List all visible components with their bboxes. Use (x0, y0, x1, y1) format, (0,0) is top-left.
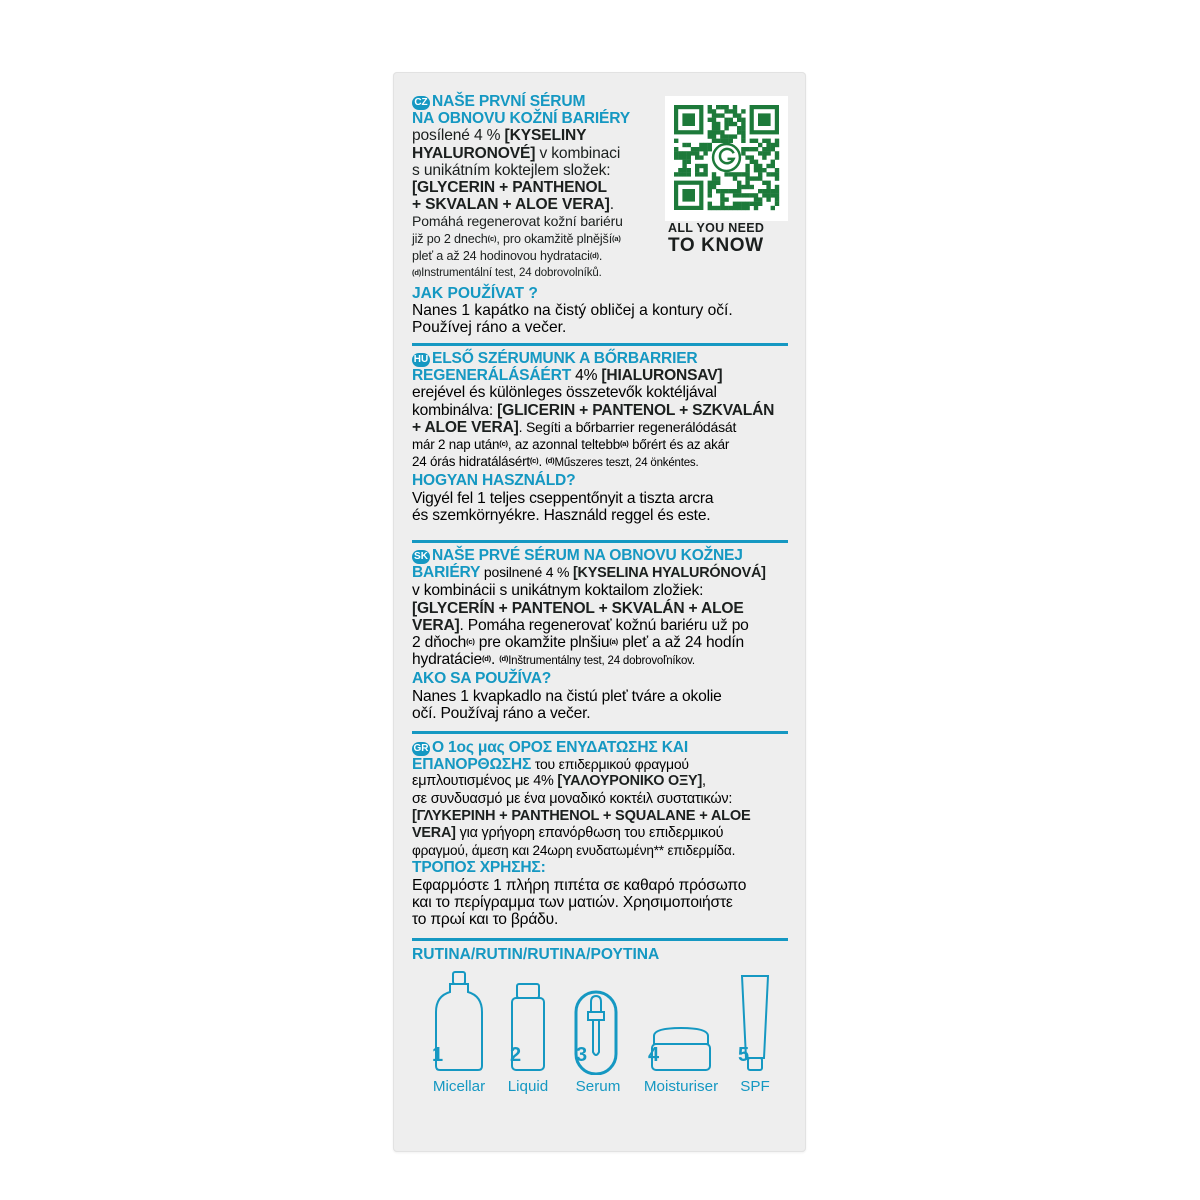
qr-caption (668, 221, 788, 257)
sk-text: 2 dňoch (412, 634, 467, 652)
gr-text: εμπλουτισμένος με 4% (412, 773, 558, 790)
hu-title-line1: ELSŐ SZÉRUMUNK A BŐRBARRIER (432, 350, 698, 367)
step-number: 3 (576, 1044, 588, 1066)
cz-text: již po 2 dnech (412, 231, 488, 246)
hu-text: 4% (571, 367, 602, 385)
sk-footnote: Inštrumentálny test, 24 dobrovoľníkov. (508, 655, 695, 668)
cz-ingredient: + SKVALAN + ALOE VERA] (412, 196, 610, 214)
sk-how-line1: Nanes 1 kvapkadlo na čistú pleť tváre a okolie (412, 687, 722, 705)
qr-caption-line2: TO KNOW (668, 235, 764, 256)
step-label: Serum (575, 1078, 621, 1095)
cz-ingredient: [KYSELINY (504, 127, 587, 145)
cz-ingredient: [GLYCERIN + PANTHENOL (412, 179, 607, 197)
cz-ingredient: HYALURONOVÉ] (412, 144, 536, 162)
routine-step-spf (730, 970, 780, 1095)
cz-text: s unikátním koktejlem složek: (412, 161, 611, 179)
qr-code-icon (665, 96, 788, 221)
hu-ingredient: + ALOE VERA] (412, 418, 519, 436)
sk-text: hydratácie (412, 651, 482, 669)
section-divider (412, 938, 788, 941)
cz-text: , pro okamžitě plnější (496, 231, 613, 246)
badge-cz: CZ (412, 96, 430, 110)
step-number: 1 (432, 1044, 444, 1066)
hu-text: 24 órás hidratálásért (412, 454, 530, 470)
sk-text: pleť a až 24 hodín (617, 634, 744, 652)
gr-how-line3: το πρωί και το βράδυ. (412, 911, 559, 929)
step-label: Liquid (507, 1078, 549, 1095)
sk-text: . Pomáha regenerovať kožnú bariéru už po (459, 616, 749, 634)
gr-title-line1: Ο 1ος μας ΟΡΟΣ ΕΝΥΔΑΤΩΣΗΣ ΚΑΙ (432, 739, 688, 756)
hu-how-line2: és szemkörnyékre. Használd reggel és este. (412, 506, 711, 524)
sk-ingredient: [KYSELINA HYALURÓNOVÁ] (572, 565, 766, 582)
gr-how-line2: και το περίγραμμα των ματιών. Χρησιμοποιήστε (412, 893, 733, 911)
hu-text: , az azonnal teltebb (507, 437, 620, 453)
gr-how-title: ΤΡΟΠΟΣ ΧΡΗΣΗΣ: (412, 859, 546, 877)
sk-text: posilnené 4 % (480, 564, 573, 581)
qr-caption-line1: ALL YOU NEED (668, 221, 765, 235)
hu-text: . (538, 454, 546, 470)
hu-footnote: Műszeres teszt, 24 önkéntes. (554, 457, 699, 470)
hu-text: bőrért és az akár (628, 437, 730, 453)
hu-how-line1: Vigyél fel 1 teljes cseppentőnyit a tiszta arcra (412, 489, 714, 507)
gr-how-line1: Εφαρμόστε 1 πλήρη πιπέτα σε καθαρό πρόσωπο (412, 876, 747, 894)
sk-text: pre okamžite plnšiu (474, 634, 610, 652)
step-number: 4 (648, 1044, 660, 1066)
routine-title: RUTINA/RUTIN/RUTINA/ΡΟΥΤΙΝΑ (412, 946, 660, 963)
hu-how-title: HOGYAN HASZNÁLD? (412, 472, 576, 490)
badge-gr: GR (413, 743, 429, 754)
hu-text: erejével és különleges összetevők koktéljával (412, 384, 717, 402)
gr-text: του επιδερμικού φραγμού (531, 756, 689, 773)
sk-ingredient: VERA] (412, 616, 460, 634)
sk-text: . (490, 651, 500, 669)
routine-step-serum (568, 970, 628, 1095)
step-label: Moisturiser (643, 1078, 719, 1095)
routine-step-liquid (498, 970, 558, 1095)
badge-hu: HU (413, 354, 429, 365)
sk-title-line2: BARIÉRY (412, 564, 481, 582)
section-divider (412, 731, 788, 734)
cz-how-title: JAK POUŽÍVAT ? (412, 285, 538, 302)
section-gr (412, 739, 797, 928)
hu-ingredient: [HIALURONSAV] (601, 367, 723, 385)
step-label: SPF (740, 1078, 770, 1095)
routine-step-micellar (420, 970, 498, 1095)
cz-text: pleť a až 24 hodinovou hydrataci (412, 248, 590, 263)
gr-text: σε συνδυασμό με ένα μοναδικό κοκτέιλ συστατικών: (412, 790, 733, 807)
step-number: 2 (510, 1044, 522, 1066)
hu-ingredient: [GLICERIN + PANTENOL + SZKVALÁN (497, 401, 775, 419)
cz-text: v kombinaci (535, 144, 621, 162)
step-label: Micellar (432, 1078, 486, 1095)
gr-text: για γρήγορη επανόρθωση του επιδερμικού (455, 825, 724, 842)
section-cz: CZ NAŠE PRVNÍ SÉRUM NA OBNOVU KOŽNÍ BARIÉRY posílené 4 % [KYSELINY HYALURONOVÉ] v kombinaci s unikátním koktejlem složek: [GLYCERIN + PANTHENOL + SKVALAN + ALOE VERA]. Pomáhá regenerovat kožní bariéru již po 2 dnech$^{(c)}$, pro okamžitě plnější$^{(a)}$ pleť a až 24 hodinovou hydrataci$^{(d)}$. $^{(d)}$Instrumentální test, 24 dobrovolníků. (412, 93, 662, 282)
gr-text: φραγμού, άμεση και 24ωρη ενυδατωμένη** επιδερμίδα. (412, 843, 736, 859)
gr-ingredient: [ΥΑΛΟΥΡΟΝΙΚΟ ΟΞΥ] (557, 773, 703, 790)
routine-step-moisturiser (638, 970, 724, 1095)
gr-ingredient: [ΓΛΥΚΕΡΙΝΗ + PANTHENOL + SQUALANE + ALOE (412, 807, 751, 824)
section-divider (412, 343, 788, 346)
section-cz-how (412, 285, 797, 337)
cz-text: . (598, 248, 603, 263)
badge-sk: SK (412, 550, 430, 564)
sk-how-line2: očí. Používaj ráno a večer. (412, 704, 591, 722)
cz-title-line2: NA OBNOVU KOŽNÍ BARIÉRY (412, 110, 631, 128)
gr-title-line2: ΕΠΑΝΟΡΘΩΣΗΣ (412, 756, 532, 774)
cz-footnote: Instrumentální test, 24 dobrovolníků. (421, 267, 602, 280)
hu-text: már 2 nap után (412, 437, 500, 453)
sk-how-title: AKO SA POUŽÍVA? (412, 670, 552, 688)
sk-text: v kombinácii s unikátnym koktailom zložiek: (412, 582, 704, 600)
section-hu: HU ELSŐ SZÉRUMUNK A BŐRBARRIER REGENERÁLÁSÁÉRT 4% [HIALURONSAV] erejével és különleges összetevők koktéljával kombinálva: [GLICERIN + PANTENOL + SZKVALÁN + ALOE VERA]. Segíti a bőrbarrier regenerálódását már 2 nap után$^{(c)}$, az azonnal teltebb$^{(a)}$ bőrért és az akár 24 órás hidratálásért$^{(c)}$. $^{(d)}$Műszeres teszt, 24 önkéntes. HOGYAN HASZNÁLD? Vigyél fel 1 teljes cseppentőnyit a tiszta arcra és szemkörnyékre. Használd reggel és este. (412, 350, 797, 524)
sk-title-line1: NAŠE PRVÉ SÉRUM NA OBNOVU KOŽNEJ (432, 547, 743, 564)
cz-title-line1: NAŠE PRVNÍ SÉRUM (432, 93, 586, 110)
hu-text: kombinálva: (412, 401, 498, 419)
step-number: 5 (738, 1044, 750, 1066)
qr-code[interactable] (665, 96, 788, 221)
section-sk: SK NAŠE PRVÉ SÉRUM NA OBNOVU KOŽNEJ BARIÉRY posilnené 4 % [KYSELINA HYALURÓNOVÁ] v kombinácii s unikátnym koktailom zložiek: [GLYCERÍN + PANTENOL + SKVALÁN + ALOE VERA]. Pomáha regenerovať kožnú bariéru už po 2 dňoch$^{(c)}$ pre okamžite plnšiu$^{(a)}$ pleť a až 24 hodín hydratácie$^{(d)}$. $^{(d)}$Inštrumentálny test, 24 dobrovoľníkov. AKO SA POUŽÍVA? Nanes 1 kvapkadlo na čistú pleť tváre a okolie očí. Používaj ráno a večer. (412, 547, 797, 722)
cz-how-line2: Používej ráno a večer. (412, 319, 567, 337)
cz-text: . (609, 196, 614, 214)
sk-ingredient: [GLYCERÍN + PANTENOL + SKVALÁN + ALOE (412, 599, 744, 617)
hu-title-line2: REGENERÁLÁSÁÉRT (412, 367, 572, 385)
hu-text: . Segíti a bőrbarrier regenerálódását (518, 418, 737, 435)
cz-how-line1: Nanes 1 kapátko na čistý obličej a kontury očí. (412, 302, 733, 320)
gr-text: , (702, 773, 706, 790)
cz-text: posílené 4 % (412, 127, 505, 145)
section-divider (412, 540, 788, 543)
liquid-bottle-icon (498, 970, 558, 1075)
cz-text: Pomáhá regenerovat kožní bariéru (412, 213, 623, 230)
gr-ingredient: VERA] (412, 825, 456, 842)
